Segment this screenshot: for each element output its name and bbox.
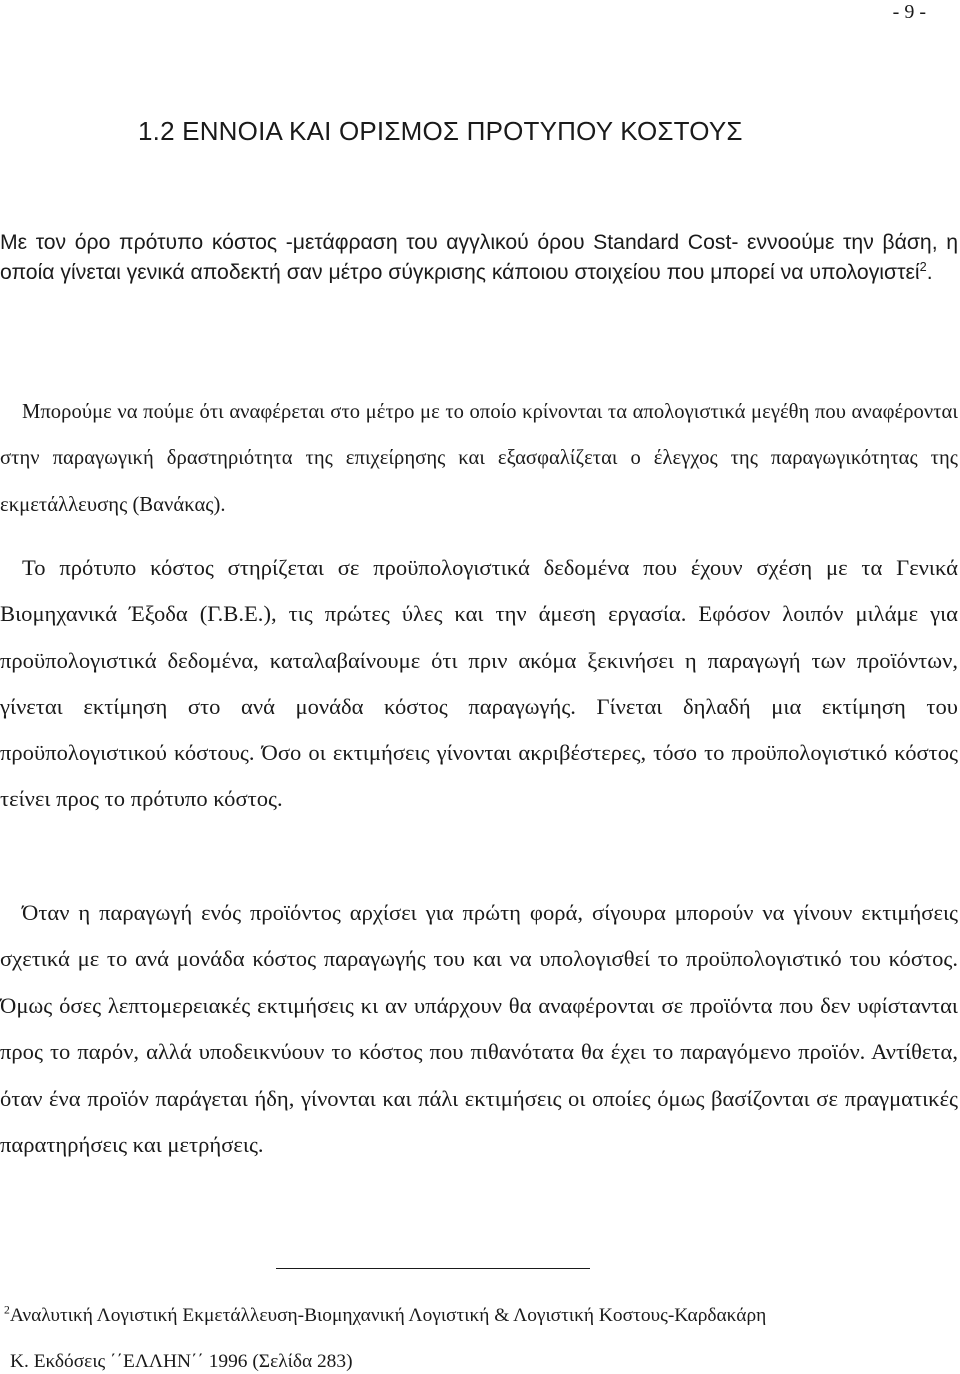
page-number: - 9 - (892, 1, 926, 23)
footnote-text: Αναλυτική Λογιστική Εκμετάλλευση-Βιομηχανική Λογιστική & Λογιστική Κοστους-Καρδακάρη (9, 1305, 767, 1326)
footnote-reference: 2 (919, 258, 927, 274)
intro-paragraph (0, 228, 958, 288)
intro-text: Με τον όρο πρότυπο κόστος -μετάφραση του αγγλικού όρου Standard Cost- εννοούμε την βάση, η οποία γίνεται γενικά αποδεκτή σαν μέτρο σύγκρισης κάποιου στοιχείου που μπορεί να υπολογιστεί (0, 231, 958, 284)
paragraph-2: Το πρότυπο κόστος στηρίζεται σε προϋπολογιστικά δεδομένα που έχουν σχέση με τα Γενικά Βιομηχανικά Έξοδα (Γ.Β.Ε.), τις πρώτες ύλες και την άμεση εργασία. Εφόσον λοιπόν μιλάμε για προϋπολογιστικά δεδομένα, καταλαβαίνουμε ότι πριν ακόμα ξεκινήσει η παραγωγή των προϊόντων, γίνεται εκτίμηση στο ανά μονάδα κόστος παραγωγής. Γίνεται δηλαδή μια εκτίμηση του προϋπολογιστικού κόστους. Όσο οι εκτιμήσεις γίνονται ακριβέστερες, τόσο το προϋπολογιστικό κόστος τείνει προς το πρότυπο κόστος. (0, 555, 958, 812)
section-title: 1.2 ΕΝΝΟΙΑ ΚΑΙ ΟΡΙΣΜΟΣ ΠΡΟΤΥΠΟΥ ΚΟΣΤΟΥΣ (138, 116, 743, 146)
footnote-separator (276, 1268, 590, 1269)
paragraph-1: Μπορούμε να πούμε ότι αναφέρεται στο μέτρο με το οποίο κρίνονται τα απολογιστικά μεγέθη που αναφέρονται στην παραγωγική δραστηριότητα της επιχείρησης και εξασφαλίζεται ο έλεγχος της παραγωγικότητας της εκμετάλλευσης (Βανάκας). (0, 401, 958, 516)
footnote-line-2: Κ. Εκδόσεις ΄΄ΕΛΛΗΝ΄΄ 1996 (Σελίδα 283) (10, 1351, 353, 1372)
paragraph-3: Όταν η παραγωγή ενός προϊόντος αρχίσει για πρώτη φορά, σίγουρα μπορούν να γίνουν εκτιμήσεις σχετικά με το ανά μονάδα κόστος παραγωγής του και να υπολογισθεί το προϋπολογιστικό του κόστος. Όμως όσες λεπτομερειακές εκτιμήσεις κι αν υπάρχουν θα αναφέρονται σε προϊόντα που δεν υφίστανται προς το παρόν, αλλά υποδεικνύουν το κόστος που πιθανότατα θα έχει το παραγόμενο προϊόν. Αντίθετα, όταν ένα προϊόν παράγεται ήδη, γίνονται και πάλι εκτιμήσεις οι οποίες όμως βασίζονται σε πραγματικές παρατηρήσεις και μετρήσεις. (0, 900, 958, 1158)
footnote-line-1 (4, 1304, 944, 1328)
intro-period: . (926, 261, 933, 284)
footnote-marker: 2 (4, 1303, 10, 1317)
